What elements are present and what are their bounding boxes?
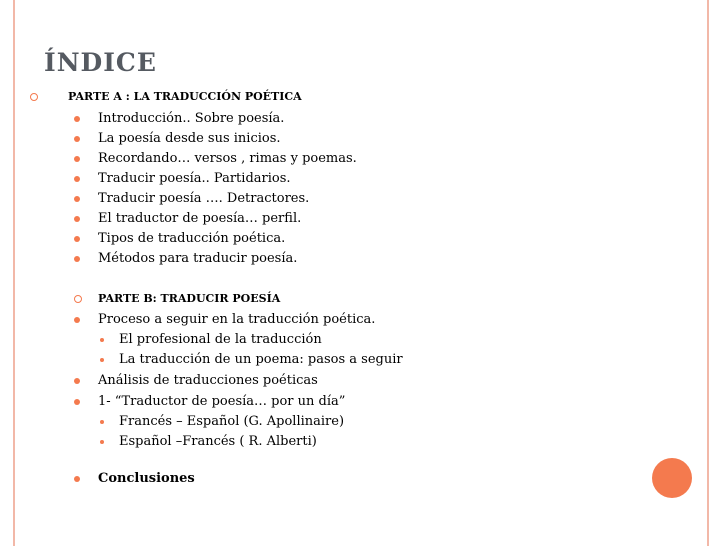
dot-bullet-icon xyxy=(74,236,80,242)
left-frame-line xyxy=(13,0,15,546)
dot-bullet-icon xyxy=(74,256,80,262)
sub-list-item-label: La traducción de un poema: pasos a seguir xyxy=(119,352,403,367)
list-item-label: Proceso a seguir en la traducción poética. xyxy=(98,312,376,327)
page-title: ÍNDICE xyxy=(44,48,157,77)
list-item-label: Tipos de traducción poética. xyxy=(98,231,286,246)
dot-bullet-icon xyxy=(74,476,80,482)
sub-list-item-label: Francés – Español (G. Apollinaire) xyxy=(119,414,345,429)
list-item-label: Introducción.. Sobre poesía. xyxy=(98,111,285,126)
dot-bullet-icon xyxy=(74,156,80,162)
sub-list-item-label: El profesional de la traducción xyxy=(119,332,322,347)
list-item-label: Traducir poesía …. Detractores. xyxy=(98,191,310,206)
sub-list-item-label: Español –Francés ( R. Alberti) xyxy=(119,434,317,449)
dot-bullet-icon xyxy=(74,176,80,182)
list-item-label: Métodos para traducir poesía. xyxy=(98,251,298,266)
section-a-label: PARTE A : LA TRADUCCIÓN POÉTICA xyxy=(68,90,302,103)
ring-bullet-icon xyxy=(74,295,82,303)
small-bullet-icon xyxy=(100,420,104,424)
dot-bullet-icon xyxy=(74,136,80,142)
dot-bullet-icon xyxy=(74,116,80,122)
list-item-label: Análisis de traducciones poéticas xyxy=(98,373,318,388)
section-b-label: PARTE B: TRADUCIR POESÍA xyxy=(98,292,281,305)
small-bullet-icon xyxy=(100,358,104,362)
ring-bullet-icon xyxy=(30,93,38,101)
small-bullet-icon xyxy=(100,440,104,444)
dot-bullet-icon xyxy=(74,216,80,222)
right-frame-line xyxy=(707,0,709,546)
list-item-label: El traductor de poesía… perfil. xyxy=(98,211,302,226)
conclusiones-label: Conclusiones xyxy=(98,471,195,486)
dot-bullet-icon xyxy=(74,196,80,202)
list-item-label: 1- “Traductor de poesía… por un día” xyxy=(98,394,346,409)
small-bullet-icon xyxy=(100,338,104,342)
decorative-circle xyxy=(652,458,692,498)
list-item-label: La poesía desde sus inicios. xyxy=(98,131,281,146)
list-item-label: Recordando… versos , rimas y poemas. xyxy=(98,151,357,166)
dot-bullet-icon xyxy=(74,378,80,384)
dot-bullet-icon xyxy=(74,317,80,323)
list-item-label: Traducir poesía.. Partidarios. xyxy=(98,171,291,186)
dot-bullet-icon xyxy=(74,399,80,405)
